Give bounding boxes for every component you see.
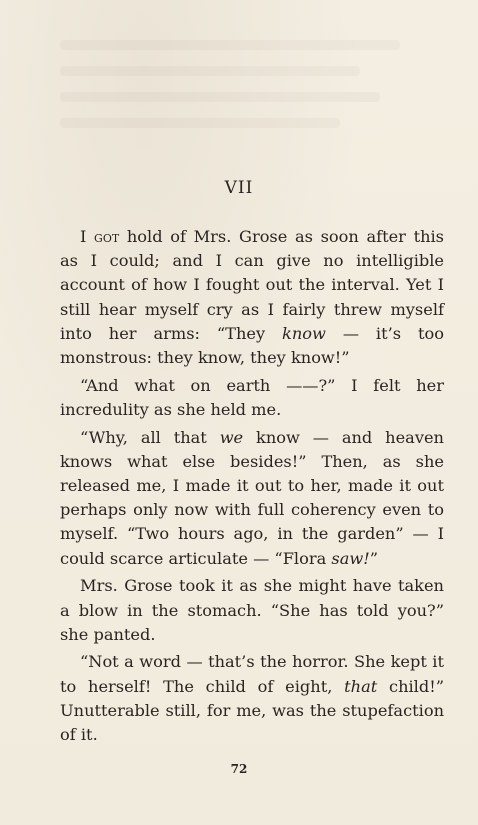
text-run: I — [80, 227, 95, 246]
text-run: know — and heaven knows what else besides!” Then, as she released me, I made it out to her, made it out perhaps only now with full coherency even to myself. “Two hours ago, in the garden” — I could scarce articulate — “Flora — [60, 427, 444, 568]
text-run: ” — [369, 548, 379, 568]
paragraph — [60, 426, 444, 571]
show-through-text — [60, 92, 380, 102]
text-run: “Why, all that — [80, 427, 220, 447]
text-run: Mrs. Grose took it as she might have taken a blow in the stomach. “She has told you?” she panted. — [60, 576, 444, 644]
text-run: “And what on earth ——?” I felt her incredulity as she held me. — [60, 375, 444, 419]
show-through-text — [60, 118, 340, 128]
text-run-italic: we — [219, 427, 244, 447]
chapter-heading: VII — [224, 178, 254, 198]
body-text — [60, 225, 444, 747]
show-through-text — [60, 66, 360, 76]
paragraph — [60, 374, 444, 422]
text-run-italic: that — [344, 676, 378, 696]
text-run-italic: know — [282, 323, 326, 343]
text-run: hold of Mrs. Grose as soon after this as I could; and I can give no intelligible account of how I fought out the interval. Yet I still hear myself cry as I fairly threw myself into her arms: “They — [60, 227, 444, 343]
text-run: child!” Unutterable still, for me, was the stupefaction of it. — [60, 676, 444, 745]
text-run-italic: saw! — [331, 548, 370, 568]
paragraph — [60, 225, 444, 370]
show-through-text — [60, 40, 400, 50]
paragraph — [60, 574, 444, 647]
page-number: 72 — [230, 762, 248, 776]
text-run: — it’s too monstrous: they know, they know!” — [60, 323, 444, 368]
paragraph — [60, 650, 444, 747]
text-run-smallcaps: got — [94, 227, 120, 246]
text-run: “Not a word — that’s the horror. She kept it to herself! The child of eight, — [60, 652, 444, 696]
